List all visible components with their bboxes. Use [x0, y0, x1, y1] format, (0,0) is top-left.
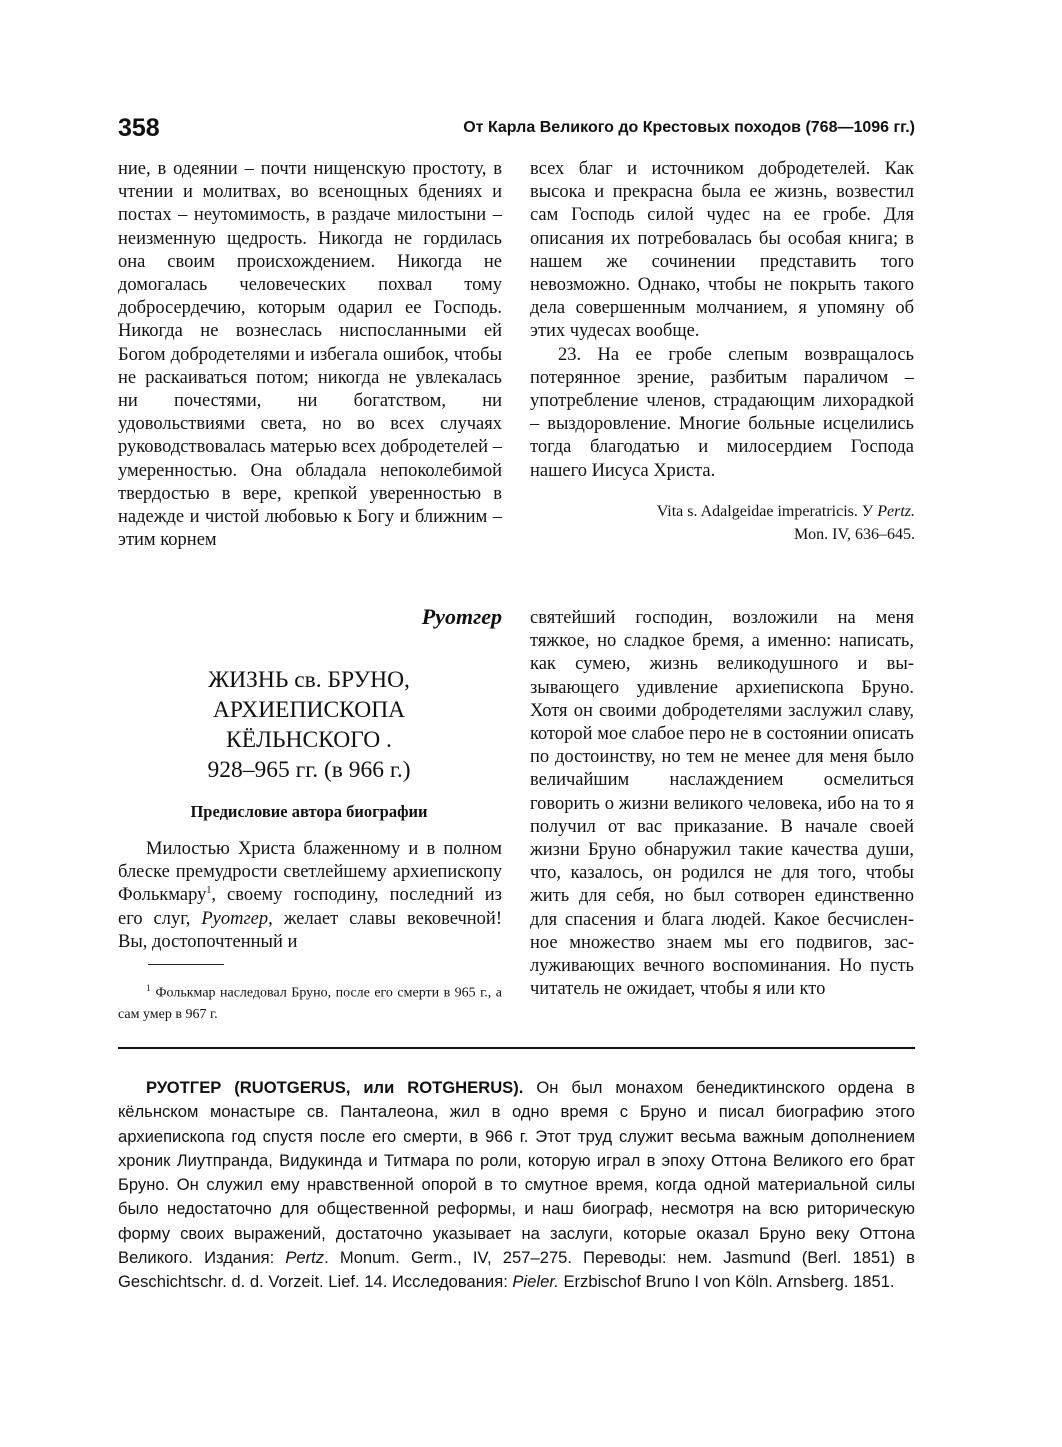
title-line: КЁЛЬНСКОГО .	[226, 727, 392, 753]
footnote-text: Фолькмар наследовал Бруно, после его смерти в 965 г., а сам умер в 967 г.	[118, 985, 502, 1022]
paragraph-23: 23. На ее гробе слепым возвращалось потерянное зрение, разбитым параличом – употребление членов, страдающим лихорадкой – выздоровление. Многие больные исцелились тогда благодатью и милосердием Господа нашего Иисуса Христа.	[530, 344, 914, 481]
title-line: ЖИЗНЬ св. БРУНО,	[208, 667, 410, 693]
bio-lead: РУОТГЕР (RUOTGERUS, или ROTGHERUS).	[146, 1078, 524, 1097]
preface-part: Милостью Христа блаженному и в полном блеске премудрости светлейшему архиепископу Фолькмару	[118, 839, 502, 906]
paragraph	[118, 1076, 915, 1295]
work-title	[148, 665, 470, 785]
author-biography	[118, 1076, 915, 1295]
source-reference: Mon. IV, 636–645.	[793, 526, 915, 543]
paragraph: всех благ и источником добродетелей. Как высока и прекрасна была ее жизнь, возвестил сам Господь силой чудес на ее гробе. Для описания их потребовалась бы особая книга; в нашем же сочинении представить того невозможно. Однако, чтобы не покрыть такого дела совершенным молчанием, я упомяну об этих чудесах вообще.	[530, 159, 914, 342]
running-title: От Карла Великого до Крестовых походов (768—1096 гг.)	[463, 119, 915, 136]
column-right-top	[530, 158, 914, 483]
source-author: Pertz.	[877, 503, 915, 520]
source-citation	[657, 500, 915, 546]
column-left-top	[118, 158, 502, 552]
author-name: Руотгер	[201, 908, 269, 929]
paragraph: ние, в одеянии – почти нищенскую простоту, в чтении и молитвах, во всенощных бдениях и постах – неутомимость, в раздаче милостыни – неизменную щедрость. Никогда не гордилась она своим происхождением. Никогда не домогалась человеческих похвал тому добросердечию, которым одарил ее Господь. Никогда не вознеслась ниспосланными ей Богом добродетелями и избегала ошибок, чтобы не раскаиваться потом; никогда не увлекалась ни почестями, ни богатством, ни удовольствиями света, но во всех случаях руководствовалась матерью всех добродетелей – умеренностью. Она обладала непоколебимой твердостью в вере, крепкой уверенностью в надежде и чистой любовью к Богу и ближним – этим корнем	[118, 159, 502, 551]
column-right-bottom	[530, 607, 914, 1001]
footnote	[118, 978, 502, 1025]
section-divider	[118, 1047, 915, 1049]
footnote-mark: 1	[146, 983, 151, 993]
paragraph: святейший господин, возложили на меня тяжкое, но сладкое бремя, а именно: написать, как сумею, жизнь великодушного и вызывающего удивление архиепископа Бруно. Хотя он своими добродетелями заслужил славу, которой мое слабое перо не в состоянии описать по достоинству, но тем не менее для меня было величайшим наслаждением осмелиться говорить о жизни великого человека, ибо на то я получил от вас приказание. В начале своей жизни Бруно обнаружил такие качества души, что, казалось, он родился не для того, чтобы жить для себя, но был сотворен единственно для спасения и блага людей. Какое бесчисленное множество знаем мы его подвигов, заслуживающих вечного воспоминания. Но пусть читатель не ожидает, чтобы я или кто	[530, 608, 914, 1000]
title-line: 928–965 гг. (в 966 г.)	[207, 757, 411, 783]
footnote-divider	[148, 964, 224, 965]
bio-text: . Monum. Germ., IV, 257–275. Переводы: нем. Jasmund (Berl. 1851) в Geschichtschr. d. d. Vorzeit. Lief. 14. Исследования:	[118, 1248, 915, 1292]
bio-emph: Pertz	[285, 1248, 325, 1268]
preface-part: , своему господину, последний из его слуг,	[118, 885, 502, 929]
page-number: 358	[118, 114, 160, 142]
footnote-ref: 1	[206, 885, 212, 897]
bio-emph: Pieler.	[512, 1272, 559, 1292]
preface-part: , желает славы вековечной! Вы, достопочтенный и	[118, 908, 502, 952]
preface-text	[118, 838, 502, 954]
title-line: АРХИЕПИСКОПА	[212, 697, 406, 723]
paragraph	[118, 838, 502, 954]
preface-heading: Предисловие автора биографии	[190, 802, 428, 821]
bio-text: Erzbischof Bruno I von Köln. Arnsberg. 1851.	[558, 1272, 895, 1292]
section-author: Руотгер	[421, 604, 502, 629]
source-text: Vita s. Adalgeidae imperatricis. У	[656, 503, 878, 520]
bio-text: Он был монахом бенедиктинского ордена в кёльнском монастыре св. Панталеона, жил в одно время с Бруно и писал биографию этого архиепископа год спустя после его смерти, в 966 г. Этот труд служит весьма важным дополнением хроник Лиутпранда, Видукинда и Титмара по роли, которую играл в эпоху Оттона Великого его брат Бруно. Он служил ему нравственной опорой в то смутное время, когда одной материальной силы было недостаточно для общественной реформы, и наш биограф, несмотря на всю риторическую форму своих выражений, достаточно указывает на заслуги, которые оказал Бруно веку Оттона Великого. Издания:	[118, 1078, 915, 1268]
